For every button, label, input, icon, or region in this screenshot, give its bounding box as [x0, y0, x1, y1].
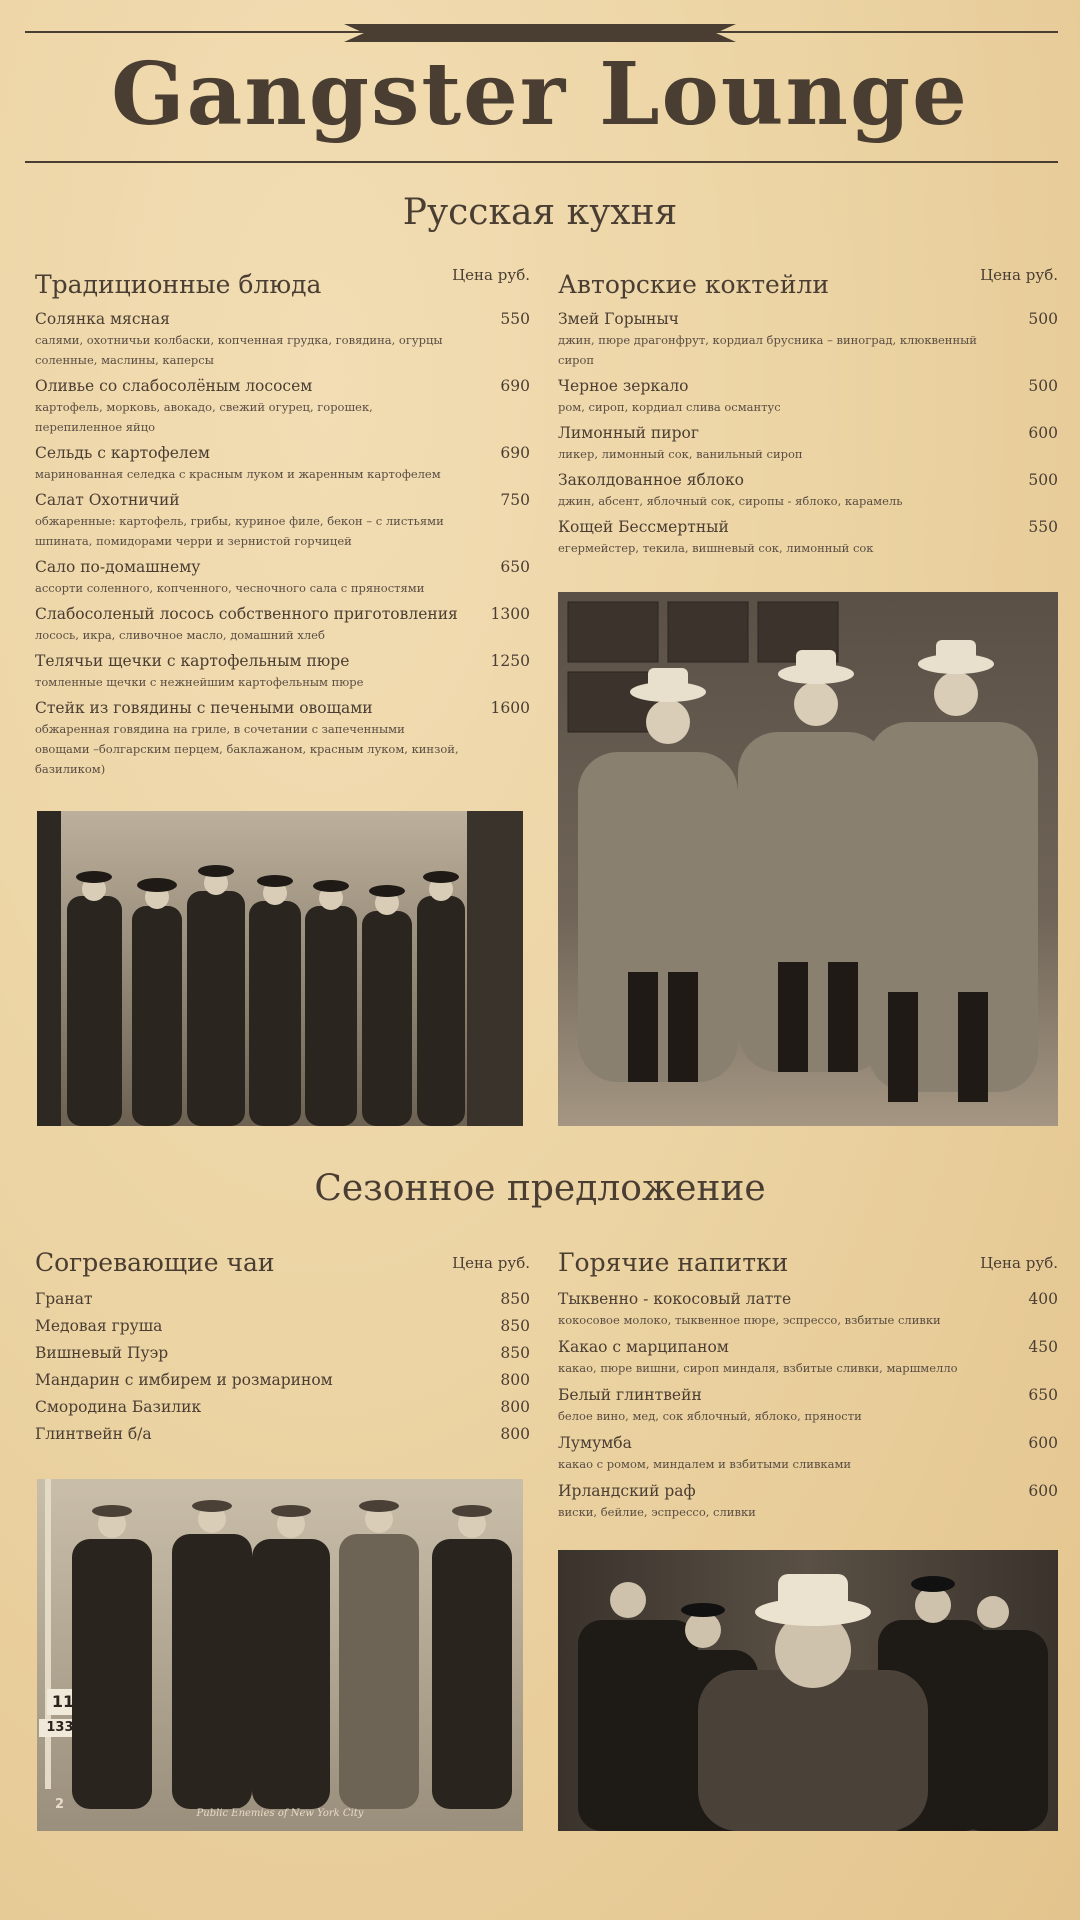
menu-item-description: белое вино, мед, сок яблочный, яблоко, пряности	[558, 1409, 862, 1423]
menu-item-price: 500	[1028, 471, 1058, 489]
cocktails-column	[558, 268, 1058, 563]
menu-item-description: ром, сироп, кордиал слива османтус	[558, 400, 781, 414]
photo-lineup	[37, 1479, 523, 1831]
menu-item-description: обжаренная говядина на гриле, в сочетании с запеченными овощами –болгарским перцем, баклажаном, красным луком, кинзой, базиликом)	[35, 722, 459, 776]
menu-item-name: Стейк из говядины с печеными овощами	[35, 699, 373, 717]
traditional-title: Традиционные блюда	[35, 270, 322, 299]
menu-item-price: 690	[500, 444, 530, 462]
menu-item-description: егермейстер, текила, вишневый сок, лимонный сок	[558, 541, 874, 555]
menu-item-row	[558, 308, 1058, 330]
hot-drinks-header	[558, 1246, 1058, 1288]
menu-item-description: виски, бейлие, эспрессо, сливки	[558, 1505, 756, 1519]
menu-item	[35, 1396, 530, 1423]
teas-header	[35, 1246, 530, 1288]
teas-title: Согревающие чаи	[35, 1248, 275, 1277]
menu-item-price: 550	[500, 310, 530, 328]
menu-item-name: Глинтвейн б/а	[35, 1425, 152, 1443]
menu-item-price: 1300	[490, 605, 530, 623]
menu-item-row	[35, 308, 530, 330]
teas-price-label: Цена руб.	[452, 1254, 530, 1272]
menu-item-price: 400	[1028, 1290, 1058, 1308]
menu-item-row	[558, 1288, 1058, 1310]
hot-drinks-price-label: Цена руб.	[980, 1254, 1058, 1272]
menu-item-row	[558, 375, 1058, 397]
menu-item-price: 750	[500, 491, 530, 509]
menu-item-price: 450	[1028, 1338, 1058, 1356]
traditional-price-label: Цена руб.	[452, 266, 530, 284]
menu-item-price: 600	[1028, 1482, 1058, 1500]
menu-item-name: Салат Охотничий	[35, 491, 180, 509]
menu-item-name: Сало по-домашнему	[35, 558, 201, 576]
menu-item-description: какао, пюре вишни, сироп миндаля, взбитые сливки, маршмелло	[558, 1361, 958, 1375]
menu-item-description: кокосовое молоко, тыквенное пюре, эспрессо, взбитые сливки	[558, 1313, 941, 1327]
menu-item	[35, 697, 530, 779]
menu-item-description: маринованная селедка с красным луком и жаренным картофелем	[35, 467, 441, 481]
menu-item-name: Белый глинтвейн	[558, 1386, 702, 1404]
menu-item-price: 500	[1028, 310, 1058, 328]
menu-item	[558, 469, 1058, 511]
menu-item-name: Мандарин с имбирем и розмарином	[35, 1371, 333, 1389]
section-title-seasonal: Сезонное предложение	[314, 1168, 766, 1209]
cocktails-title: Авторские коктейли	[558, 270, 830, 299]
cocktails-list	[558, 308, 1058, 558]
menu-item-name: Лумумба	[558, 1434, 632, 1452]
menu-item-name: Лимонный пирог	[558, 424, 699, 442]
menu-item-row	[35, 375, 530, 397]
menu-item	[35, 442, 530, 484]
menu-item-description: салями, охотничьи колбаски, копченная грудка, говядина, огурцы соленные, маслины, каперсы	[35, 333, 443, 367]
menu-item	[558, 1432, 1058, 1474]
menu-item-name: Медовая груша	[35, 1317, 163, 1335]
menu-item	[35, 375, 530, 437]
photo-man-white-hat	[558, 1550, 1058, 1831]
photo-group-men	[37, 811, 523, 1126]
teas-list	[35, 1288, 530, 1450]
menu-item	[35, 1315, 530, 1342]
section-title-russian: Русская кухня	[402, 192, 678, 233]
menu-item-price: 600	[1028, 424, 1058, 442]
menu-item-price: 1250	[490, 652, 530, 670]
menu-item-row	[35, 556, 530, 578]
menu-item	[558, 516, 1058, 558]
menu-item-price: 550	[1028, 518, 1058, 536]
menu-item	[35, 650, 530, 692]
menu-item	[558, 1384, 1058, 1426]
menu-item-price: 690	[500, 377, 530, 395]
menu-item-name: Тыквенно - кокосовый латте	[558, 1290, 792, 1308]
hot-drinks-title: Горячие напитки	[558, 1248, 789, 1277]
traditional-list	[35, 308, 530, 779]
menu-item-name: Солянка мясная	[35, 310, 170, 328]
menu-item-name: Ирландский раф	[558, 1482, 696, 1500]
menu-item-name: Гранат	[35, 1290, 93, 1308]
menu-item	[558, 1480, 1058, 1522]
menu-item-price: 850	[500, 1344, 530, 1362]
menu-item-row	[558, 516, 1058, 538]
menu-item-description: джин, абсент, яблочный сок, сиропы - яблоко, карамель	[558, 494, 903, 508]
menu-item-row	[558, 1384, 1058, 1406]
menu-item	[35, 556, 530, 598]
menu-item	[558, 375, 1058, 417]
menu-item-price: 1600	[490, 699, 530, 717]
menu-item-price: 650	[500, 558, 530, 576]
photo-seated-men	[558, 592, 1058, 1126]
lineup-sign: 11	[51, 1692, 75, 1711]
menu-item-price: 650	[1028, 1386, 1058, 1404]
hot-drinks-list	[558, 1288, 1058, 1522]
teas-column	[35, 1246, 530, 1450]
menu-item-description: томленные щечки с нежнейшим картофельным пюре	[35, 675, 364, 689]
menu-item-name: Заколдованное яблоко	[558, 471, 745, 489]
hot-drinks-column	[558, 1246, 1058, 1528]
traditional-header	[35, 268, 530, 308]
menu-item	[35, 489, 530, 551]
menu-item-name: Змей Горыныч	[558, 310, 679, 328]
lineup-bottom-number: 2	[55, 1797, 65, 1812]
menu-item	[35, 1288, 530, 1315]
menu-item-name: Смородина Базилик	[35, 1398, 202, 1416]
lineup-caption: Public Enemies of New York City	[196, 1808, 364, 1819]
menu-item-row	[35, 489, 530, 511]
menu-item	[35, 308, 530, 370]
menu-item-row	[558, 469, 1058, 491]
menu-item-name: Кощей Бессмертный	[558, 518, 729, 536]
menu-item-price: 850	[500, 1317, 530, 1335]
menu-item-name: Оливье со слабосолёным лососем	[35, 377, 313, 395]
menu-item-name: Вишневый Пуэр	[35, 1344, 169, 1362]
menu-item-description: лосось, икра, сливочное масло, домашний хлеб	[35, 628, 325, 642]
menu-item-description: джин, пюре драгонфрут, кордиал брусника – виноград, клюквенный сироп	[558, 333, 977, 367]
menu-item-row	[558, 422, 1058, 444]
menu-item-row	[35, 697, 530, 719]
menu-item-row	[558, 1432, 1058, 1454]
menu-item-description: ассорти соленного, копченного, чесночного сала с пряностями	[35, 581, 425, 595]
menu-item-name: Слабосоленый лосось собственного приготовления	[35, 605, 458, 623]
menu-item-price: 850	[500, 1290, 530, 1308]
menu-item-row	[35, 442, 530, 464]
menu-item	[35, 1423, 530, 1450]
cocktails-header	[558, 268, 1058, 308]
menu-item-row	[35, 650, 530, 672]
menu-item-price: 600	[1028, 1434, 1058, 1452]
menu-item-row	[35, 603, 530, 625]
menu-item-row	[558, 1480, 1058, 1502]
menu-item-price: 800	[500, 1398, 530, 1416]
menu-item-description: какао с ромом, миндалем и взбитыми сливками	[558, 1457, 852, 1471]
menu-item-price: 800	[500, 1371, 530, 1389]
brand-title: Gangster Lounge	[111, 44, 969, 145]
menu-item	[558, 1336, 1058, 1378]
lineup-number: 13313	[46, 1720, 92, 1735]
menu-item	[558, 308, 1058, 370]
cocktails-price-label: Цена руб.	[980, 266, 1058, 284]
menu-item	[35, 1342, 530, 1369]
menu-item-name: Черное зеркало	[558, 377, 689, 395]
menu-item	[558, 1288, 1058, 1330]
menu-item-name: Сельдь с картофелем	[35, 444, 210, 462]
menu-item-price: 500	[1028, 377, 1058, 395]
menu-item-price: 800	[500, 1425, 530, 1443]
menu-item	[35, 603, 530, 645]
menu-item	[558, 422, 1058, 464]
menu-item-description: ликер, лимонный сок, ванильный сироп	[558, 447, 803, 461]
menu-item-description: картофель, морковь, авокадо, свежий огурец, горошек, перепиленное яйцо	[35, 400, 373, 434]
traditional-dishes-column	[35, 268, 530, 784]
menu-item	[35, 1369, 530, 1396]
menu-item-description: обжаренные: картофель, грибы, куриное филе, бекон – с листьями шпината, помидорами черри и зернистой горчицей	[35, 514, 444, 548]
menu-item-name: Какао с марципаном	[558, 1338, 729, 1356]
header-rule-bottom	[25, 161, 1058, 163]
menu-item-name: Телячьи щечки с картофельным пюре	[35, 652, 350, 670]
menu-item-row	[558, 1336, 1058, 1358]
